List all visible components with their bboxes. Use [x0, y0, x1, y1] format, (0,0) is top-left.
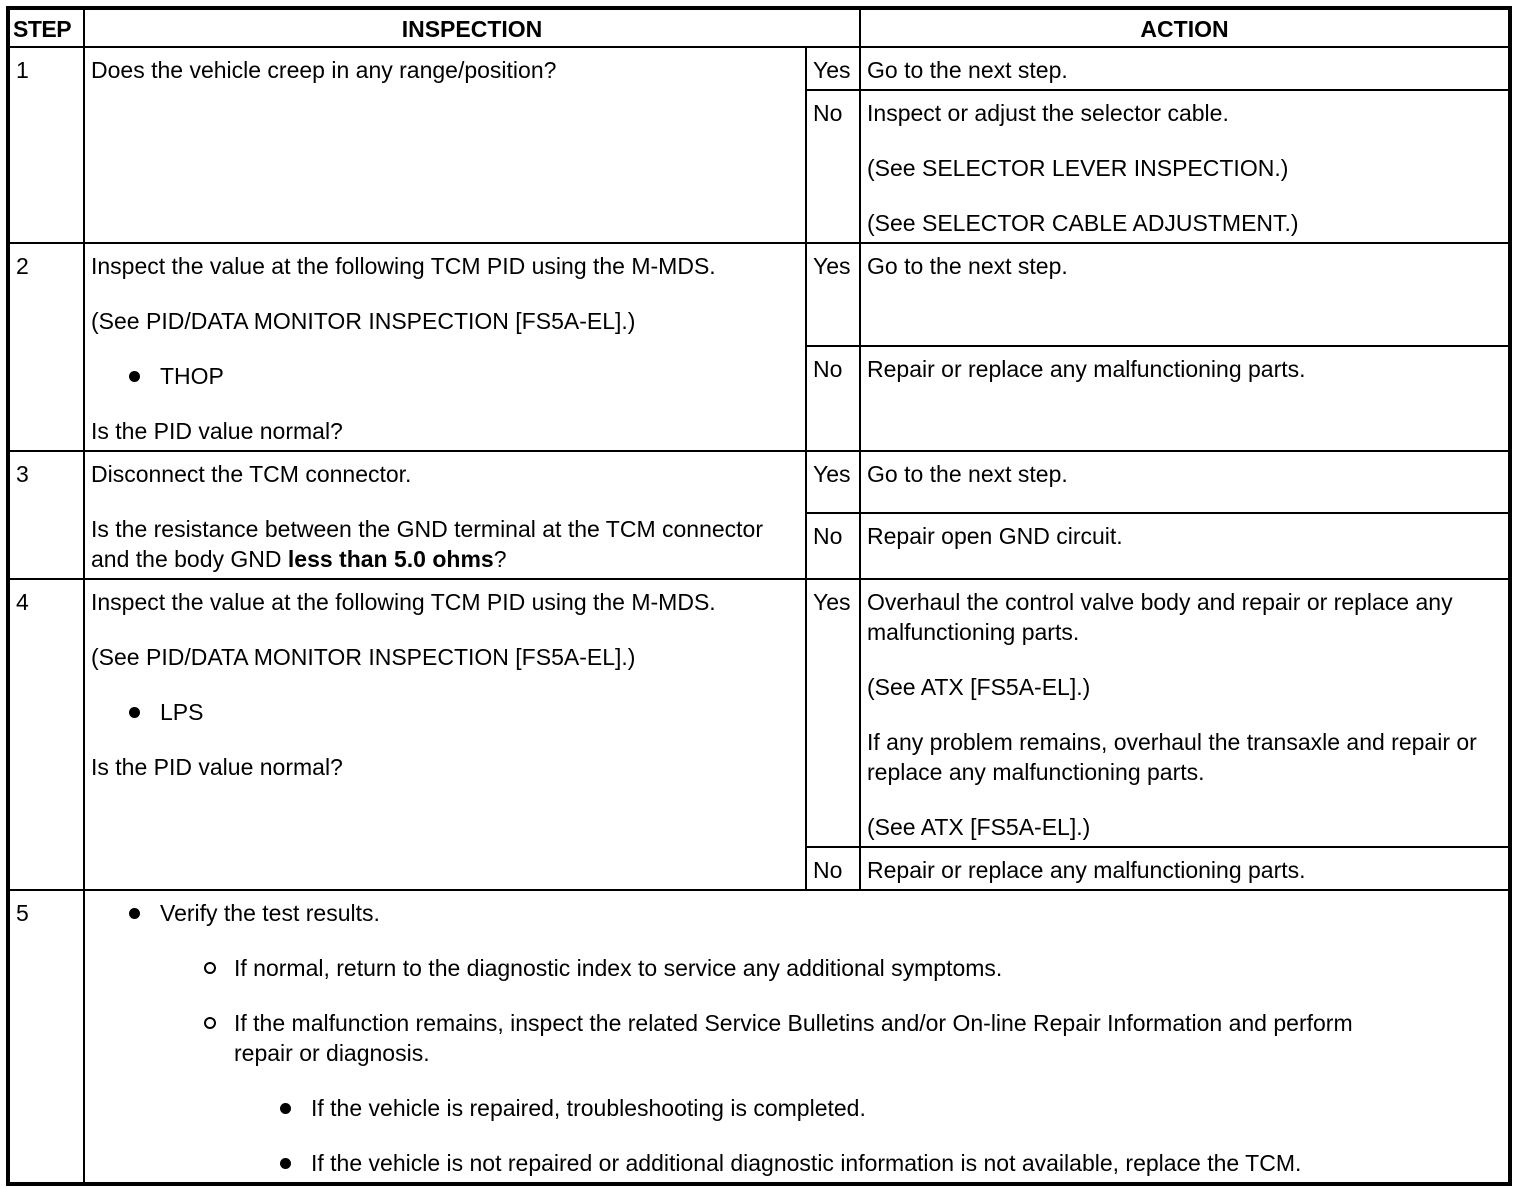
inspection-text: Inspect the value at the following TCM PID using the M-MDS.: [91, 253, 716, 279]
sub-bullet-text: If the malfunction remains, inspect the related Service Bulletins and/or On-line Repair Information and perform repair or diagnosis.: [234, 1010, 1353, 1066]
question-mark: ?: [493, 546, 507, 572]
inspection-question: Is the PID value normal?: [91, 418, 343, 444]
yes-action: Go to the next step.: [860, 451, 1510, 513]
step-number: 5: [8, 890, 84, 1184]
inspection-cell: [84, 243, 806, 451]
inspection-question: [91, 514, 799, 574]
inspection-question: Is the PID value normal?: [91, 754, 343, 780]
yes-action-cell: [860, 579, 1510, 847]
no-label: No: [806, 90, 860, 243]
circle-bullet-icon: [204, 1017, 216, 1029]
table-row: [8, 890, 1510, 1184]
reference-link: (See SELECTOR CABLE ADJUSTMENT.): [867, 210, 1299, 236]
sub-sub-bullet-text: If the vehicle is repaired, troubleshooting is completed.: [311, 1095, 866, 1121]
pid-bullet: [91, 361, 799, 391]
no-action: Repair or replace any malfunctioning parts.: [860, 346, 1510, 451]
bullet-icon: [129, 908, 140, 919]
inspection-cell: [84, 451, 806, 579]
no-action: Repair open GND circuit.: [860, 513, 1510, 579]
step-header: STEP: [8, 8, 84, 47]
reference-link: (See PID/DATA MONITOR INSPECTION [FS5A-EL].): [91, 308, 636, 334]
inspection-cell: [84, 47, 806, 243]
no-action-cell: [860, 90, 1510, 243]
header-row: [8, 8, 1510, 47]
step-number: 2: [8, 243, 84, 451]
yes-label: Yes: [806, 47, 860, 90]
inspection-cell: [84, 579, 806, 890]
bullet-icon: [129, 371, 140, 382]
bullet-icon: [280, 1158, 291, 1169]
bullet-icon: [129, 707, 140, 718]
step-number: 3: [8, 451, 84, 579]
action-header: ACTION: [860, 8, 1510, 47]
circle-bullet-icon: [204, 962, 216, 974]
verify-cell: [84, 890, 1510, 1184]
pid-name: LPS: [160, 699, 204, 725]
table-row: [8, 579, 1510, 847]
step-number: 1: [8, 47, 84, 243]
sub-bullet: [91, 1008, 1502, 1068]
reference-link: (See PID/DATA MONITOR INSPECTION [FS5A-EL].): [91, 644, 636, 670]
yes-action: Go to the next step.: [860, 47, 1510, 90]
no-label: No: [806, 513, 860, 579]
reference-link: (See ATX [FS5A-EL].): [867, 674, 1091, 700]
table-row: [8, 47, 1510, 90]
diagnostic-table: [6, 6, 1512, 1186]
inspection-text: Inspect the value at the following TCM PID using the M-MDS.: [91, 589, 716, 615]
question-criterion: less than 5.0 ohms: [287, 546, 494, 572]
question-text: Is the resistance between the GND terminal at the TCM connector and the body GND: [91, 516, 763, 572]
step-number: 4: [8, 579, 84, 890]
diagnostic-procedure: [6, 6, 1512, 1186]
sub-bullet-text: If normal, return to the diagnostic index to service any additional symptoms.: [234, 955, 1003, 981]
verify-bullet: [91, 898, 1502, 928]
no-label: No: [806, 847, 860, 890]
table-row: [8, 243, 1510, 346]
inspection-header: INSPECTION: [84, 8, 860, 47]
yes-action: Overhaul the control valve body and repair or replace any malfunctioning parts.: [867, 589, 1453, 645]
verify-text: Verify the test results.: [160, 900, 380, 926]
pid-bullet: [91, 697, 799, 727]
pid-name: THOP: [160, 363, 224, 389]
inspection-text: Does the vehicle creep in any range/position?: [91, 57, 557, 83]
reference-link: (See ATX [FS5A-EL].): [867, 814, 1091, 840]
no-action: Inspect or adjust the selector cable.: [867, 100, 1229, 126]
yes-action-secondary: If any problem remains, overhaul the transaxle and repair or replace any malfunctioning parts.: [867, 729, 1477, 785]
yes-label: Yes: [806, 451, 860, 513]
yes-label: Yes: [806, 243, 860, 346]
yes-label: Yes: [806, 579, 860, 847]
sub-sub-bullet: [91, 1093, 1502, 1123]
bullet-icon: [280, 1103, 291, 1114]
inspection-text: Disconnect the TCM connector.: [91, 461, 412, 487]
sub-bullet: [91, 953, 1502, 983]
sub-sub-bullet-text: If the vehicle is not repaired or additional diagnostic information is not available, replace the TCM.: [311, 1150, 1302, 1176]
table-row: [8, 451, 1510, 513]
yes-action: Go to the next step.: [860, 243, 1510, 346]
sub-sub-bullet: [91, 1148, 1502, 1178]
reference-link: (See SELECTOR LEVER INSPECTION.): [867, 155, 1289, 181]
no-action: Repair or replace any malfunctioning parts.: [860, 847, 1510, 890]
no-label: No: [806, 346, 860, 451]
